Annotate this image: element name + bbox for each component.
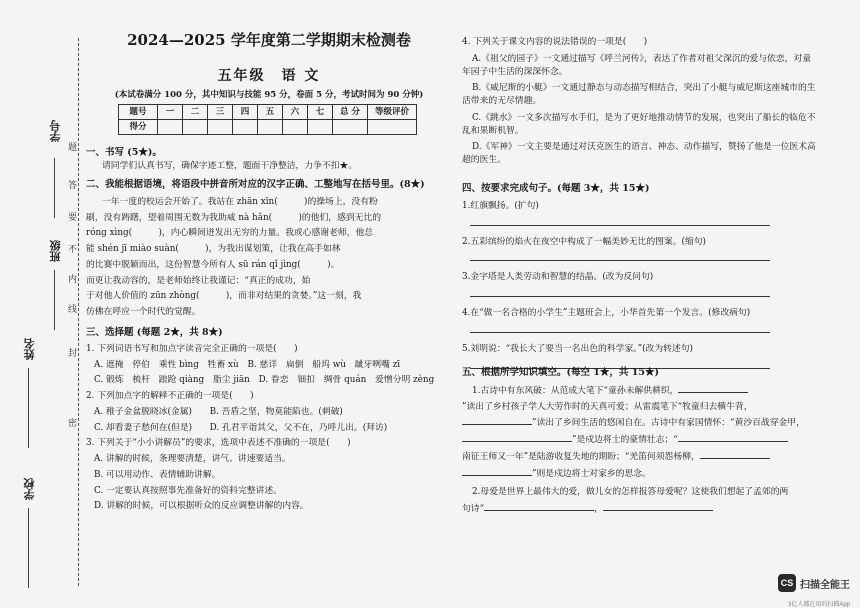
class-line <box>54 270 55 330</box>
question-options: C. 却看妻子愁何在(但是) D. 孔君平诣其父，父不在，乃呼儿出。(拜访) <box>94 422 388 433</box>
table-row <box>119 105 417 120</box>
question-option: C. 一定要认真按照事先准备好的资料完整讲述。 <box>94 485 282 496</box>
question-options: A. 稚子金盆脱晓冰(金属) B. 吾盾之坚，物莫能陷也。(刺破) <box>94 406 343 417</box>
watermark-label: 扫描全能王 <box>800 579 850 591</box>
section-5 <box>462 366 818 516</box>
table-cell: 一 <box>158 105 183 120</box>
table-cell[interactable] <box>258 120 283 135</box>
question-option: D. 讲解的时候，可以根据听众的反应调整讲解的内容。 <box>94 501 309 512</box>
answer-line[interactable] <box>470 248 770 261</box>
passage-line: 的比赛中脱颖而出，这份智慧今所有人 sū rán qǐ jìng( )。 <box>86 259 340 270</box>
fill-line <box>462 450 818 464</box>
fill-line <box>462 416 818 430</box>
table-cell: 四 <box>233 105 258 120</box>
fill-line <box>462 384 818 398</box>
table-cell[interactable] <box>233 120 258 135</box>
seal-char: 线 <box>68 305 78 315</box>
passage-line: 一年一度的校运会开始了。我站在 zhān xīn( )的操场上，没有粉 <box>102 196 378 207</box>
fill-text: 句诗“ <box>462 504 485 515</box>
table-cell[interactable] <box>208 120 233 135</box>
fill-line <box>462 401 818 414</box>
question-option: D.《军神》一文主要是通过对沃克医生的语言、神态、动作描写，赞扬了他是一位医术高超的医生。 <box>462 142 816 165</box>
blank[interactable] <box>603 502 713 511</box>
section-heading: 三、选择题 (每题 2★，共 8★) <box>86 327 223 338</box>
section-3 <box>86 326 452 513</box>
scanner-watermark <box>778 574 850 592</box>
school-line <box>28 508 29 588</box>
exam-subtitle: 五年级 语 文 <box>217 68 321 84</box>
table-cell: 六 <box>283 105 308 120</box>
name-label: 姓名 <box>23 338 36 360</box>
passage-line: 能 shén jī miào suàn( )，为我出谋划策，让我在高手如林 <box>86 244 341 255</box>
table-cell: 总 分 <box>333 105 368 120</box>
table-cell: 七 <box>308 105 333 120</box>
answer-line[interactable] <box>470 320 770 333</box>
section-heading: 一、书写 (5★)。 <box>86 147 162 158</box>
blank[interactable] <box>462 433 572 442</box>
seal-char: 答 <box>68 181 78 191</box>
fill-text: ”是戍边将士的豪情壮志；“ <box>572 435 678 446</box>
exam-no-label: 学号 <box>49 120 62 142</box>
exam-note: (本试卷满分 100 分，其中知识与技能 95 分，卷面 5 分，考试时间为 90 分钟) <box>114 90 424 100</box>
question-stem: 3.金字塔是人类劳动和智慧的结晶。(改为反问句) <box>462 272 654 283</box>
question-stem: 4.在“做一名合格的小学生”主题班会上，小华首先第一个发言。(修改病句) <box>462 308 751 319</box>
question-stem: 5.刘明说：“我长大了要当一名出色的科学家。”(改为转述句) <box>462 343 693 354</box>
question-stem: 1. 下列词语书写和加点字读音完全正确的一项是( ) <box>86 343 298 354</box>
fill-text: 南征王师又一年”是陆游收复失地的期盼；“羌笛何须怨杨柳， <box>462 451 700 462</box>
binding-strip <box>14 20 82 580</box>
question-options: C. 锻炼 梳杆 踉跄 qiàng 脂尘 jiān D. 眷恋 钿扣 绸骨 quán 爱憎分明 zèng <box>94 375 435 386</box>
table-cell: 五 <box>258 105 283 120</box>
fill-line <box>462 467 818 481</box>
passage-line: 而更让我动容的，是老师始终让我谨记：“真正的成功，始 <box>86 275 311 286</box>
passage-line: 于对他人价值的 zūn zhòng( )，而非对结果的贪婪。”这一刻，我 <box>86 291 362 302</box>
blank[interactable] <box>484 502 594 511</box>
question-4 <box>462 36 818 167</box>
table-cell: 二 <box>183 105 208 120</box>
table-cell[interactable] <box>308 120 333 135</box>
section-text: 请同学们认真书写，确保字迹工整，题面干净整洁，力争不扣★。 <box>102 160 358 171</box>
seal-char: 不 <box>68 245 78 255</box>
table-cell[interactable] <box>333 120 368 135</box>
fill-text: ”读出了乡村孩子学人大劳作时的天真可爱；从雷震笔下“牧童归去横牛背， <box>462 401 753 412</box>
question-option: A.《祖父的园子》一文通过描写《呼兰河传》，表达了作者对祖父深沉的爱与依恋，对童年园子中生活的深深怀念。 <box>462 53 812 77</box>
table-row <box>119 120 417 135</box>
answer-line[interactable] <box>470 284 770 297</box>
seal-char: 封 <box>68 349 78 359</box>
answer-line[interactable] <box>470 213 770 226</box>
seal-char: 要 <box>68 213 78 223</box>
seal-char: 密 <box>68 419 78 429</box>
exam-no-line <box>54 158 55 218</box>
question-option: C.《跳水》一文多次描写水手们，是为了更好地推动情节的发展，也突出了船长的临危不乱和果断机智。 <box>462 112 816 136</box>
passage-line: 刷，没有踌躇，望着周围无数为我助威 nà hǎn( )的他们，感到无比的 <box>86 212 382 223</box>
exam-title: 2024—2025 学年度第二学期期末检测卷 <box>127 31 411 49</box>
table-cell: 得分 <box>119 120 158 135</box>
watermark-sub: 3亿人都在用的扫描App <box>787 602 850 608</box>
fill-text: ”读出了乡间生活的悠闲自在。古诗中有家国情怀：“黄沙百战穿金甲， <box>532 418 805 429</box>
question-option: A. 讲解的时候，条理要清楚，讲气、讲速要适当。 <box>94 454 291 465</box>
class-label: 班级 <box>49 240 62 262</box>
fill-text: 2.母爱是世界上最伟大的爱，做儿女的怎样报答母爱呢？这使我们想起了孟郊的两 <box>472 487 789 498</box>
table-cell: 等级评价 <box>368 105 417 120</box>
table-cell: 题号 <box>119 105 158 120</box>
section-heading: 四、按要求完成句子。(每题 3★，共 15★) <box>462 183 650 194</box>
question-option: B. 可以用动作、表情辅助讲解。 <box>94 469 221 480</box>
question-option: B.《威尼斯的小艇》一文通过静态与动态描写相结合，突出了小艇与威尼斯这座城市的生活带来的无尽情趣。 <box>462 83 816 106</box>
fill-text: ”则是戍边将士对家乡的思念。 <box>532 468 651 479</box>
seal-line <box>78 38 79 586</box>
blank[interactable] <box>462 467 532 476</box>
section-heading: 五、根据所学知识填空。(每空 1★，共 15★) <box>462 367 659 378</box>
seal-char: 题 <box>68 143 78 153</box>
seal-char: 内 <box>68 275 78 285</box>
question-stem: 2.五彩缤纷的焰火在夜空中构成了一幅美妙无比的图案。(缩句) <box>462 236 706 247</box>
section-1 <box>86 146 452 173</box>
section-2 <box>86 178 452 319</box>
table-cell[interactable] <box>368 120 417 135</box>
passage-line: róng xìng( )，内心瞬间迸发出无穷的力量。我或心感谢老师，他总 <box>86 228 374 239</box>
question-options: A. 遮掩 停伯 乘性 bìng 牲畜 xù B. 慈详 扁倒 船坞 wù 龇牙咧嘴 zī <box>94 359 401 370</box>
score-table <box>118 104 417 135</box>
question-stem: 3. 下列关于“小小讲解员”的要求，选项中表述不准确的一项是( ) <box>86 438 351 449</box>
question-stem: 1.红旗飘扬。(扩句) <box>462 200 539 211</box>
table-cell[interactable] <box>158 120 183 135</box>
fill-text: 1.古诗中有东风破：从范成大笔下“童孙未解供耕织， <box>472 385 679 396</box>
camscanner-icon: CS <box>778 574 796 592</box>
blank[interactable] <box>678 433 788 442</box>
fill-line <box>462 486 818 499</box>
fill-line <box>462 433 818 447</box>
question-stem: 4. 下列关于课文内容的说法错误的一项是( ) <box>462 37 648 47</box>
school-label: 学校 <box>23 478 36 500</box>
passage-line: 仿佛在呼应一个时代的觉醒。 <box>86 307 201 318</box>
blank[interactable] <box>678 384 748 393</box>
section-heading: 二、我能根据语境，将语段中拼音所对应的汉字正确、工整地写在括号里。(8★) <box>86 179 425 190</box>
question-stem: 2. 下列加点字的解释不正确的一项是( ) <box>86 391 254 402</box>
blank[interactable] <box>700 450 770 459</box>
fill-line: 句诗“ ， <box>462 502 818 516</box>
name-line <box>28 368 29 448</box>
table-cell[interactable] <box>183 120 208 135</box>
table-cell: 三 <box>208 105 233 120</box>
table-cell[interactable] <box>283 120 308 135</box>
section-4 <box>462 182 818 369</box>
blank[interactable] <box>462 416 532 425</box>
